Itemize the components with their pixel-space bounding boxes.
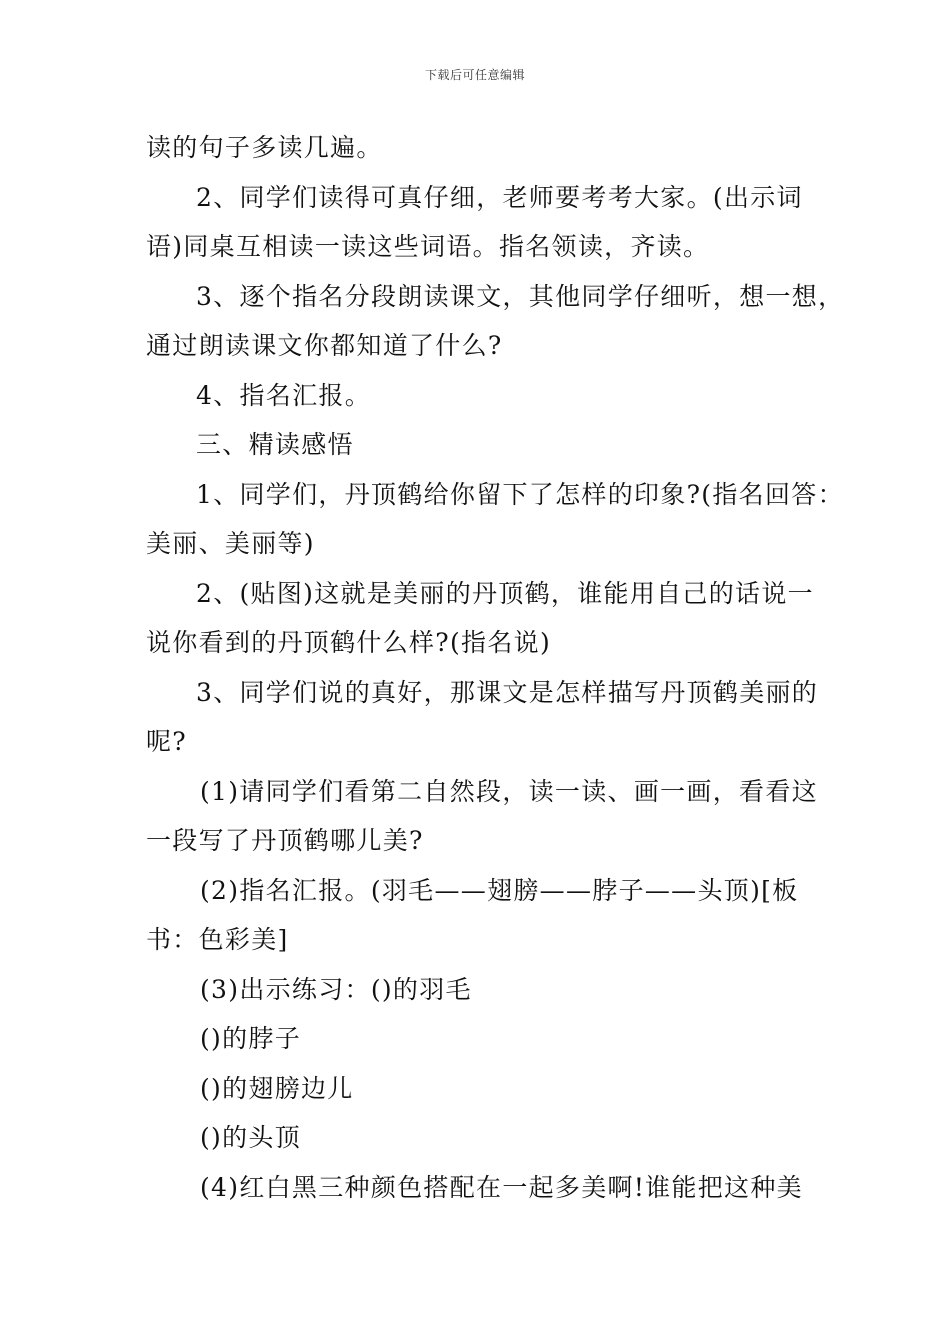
paragraph-line: 呢? [146, 727, 188, 756]
paragraph-line: 语)同桌互相读一读这些词语。指名领读，齐读。 [146, 232, 710, 261]
paragraph-line: 读的句子多读几遍。 [146, 133, 383, 162]
section-heading: 三、精读感悟 [196, 430, 354, 459]
paragraph-line: 书：色彩美] [146, 925, 289, 954]
paragraph-line: 3、逐个指名分段朗读课文，其他同学仔细听，想一想， [196, 281, 845, 311]
paragraph-line: 3、同学们说的真好，那课文是怎样描写丹顶鹤美丽的 [196, 677, 819, 707]
exercise-line: ()的头顶 [200, 1123, 302, 1152]
paragraph-line: 2、同学们读得可真仔细，老师要考考大家。(出示词 [196, 182, 803, 212]
exercise-line: ()的翅膀边儿 [200, 1073, 354, 1103]
paragraph-line: (2)指名汇报。(羽毛——翅膀——脖子——头顶)[板 [200, 875, 799, 905]
paragraph-line: 通过朗读课文你都知道了什么? [146, 331, 503, 360]
paragraph-line: 美丽、美丽等) [146, 529, 315, 558]
exercise-line: ()的脖子 [200, 1024, 302, 1053]
paragraph-line: (1)请同学们看第二自然段，读一读、画一画，看看这 [200, 776, 818, 806]
paragraph-line: 2、(贴图)这就是美丽的丹顶鹤，谁能用自己的话说一 [196, 578, 814, 608]
paragraph-line: (4)红白黑三种颜色搭配在一起多美啊!谁能把这种美 [200, 1172, 803, 1202]
document-body [146, 128, 845, 1217]
paragraph-line: 一段写了丹顶鹤哪儿美? [146, 826, 424, 855]
paragraph-line: 4、指名汇报。 [196, 380, 372, 410]
exercise-line: (3)出示练习：()的羽毛 [200, 974, 472, 1004]
paragraph-line: 说你看到的丹顶鹤什么样?(指名说) [146, 628, 552, 657]
page-header-note: 下载后可任意编辑 [424, 68, 525, 82]
paragraph-line: 1、同学们，丹顶鹤给你留下了怎样的印象?(指名回答： [196, 479, 844, 509]
